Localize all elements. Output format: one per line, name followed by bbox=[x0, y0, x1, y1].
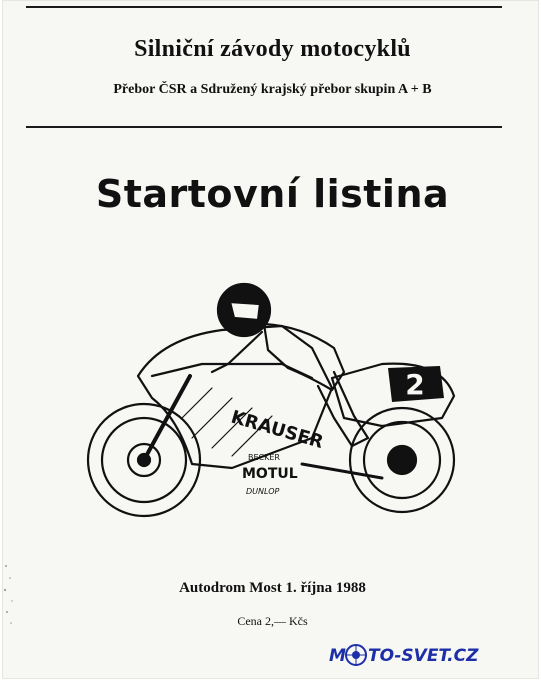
watermark-text-left: M bbox=[329, 646, 346, 666]
sponsor-label-3: DUNLOP bbox=[246, 487, 280, 496]
fairing-brand-label: KRAUSER bbox=[228, 406, 326, 453]
venue-and-date: Autodrom Most 1. října 1988 bbox=[179, 580, 366, 596]
race-number: 2 bbox=[405, 368, 425, 401]
bottom-rule bbox=[26, 126, 502, 128]
paper-speckle bbox=[2, 560, 18, 630]
watermark-text-right: TO-SVET.CZ bbox=[368, 646, 479, 666]
sponsor-label-1: BECKER bbox=[248, 453, 280, 462]
wheel-logo-icon bbox=[346, 645, 366, 665]
top-rule bbox=[26, 6, 502, 8]
moto-svet-watermark bbox=[329, 641, 529, 669]
document-title: Startovní listina bbox=[95, 172, 450, 216]
race-number-plate bbox=[388, 366, 444, 402]
motorcycle-rider-illustration bbox=[82, 268, 482, 528]
program-cover bbox=[2, 0, 539, 679]
event-title: Silniční závody motocyklů bbox=[134, 36, 411, 62]
sponsor-label-2: MOTUL bbox=[242, 466, 298, 482]
event-subtitle: Přebor ČSR a Sdružený krajský přebor skupin A + B bbox=[113, 82, 432, 97]
price: Cena 2,— Kčs bbox=[237, 614, 308, 628]
